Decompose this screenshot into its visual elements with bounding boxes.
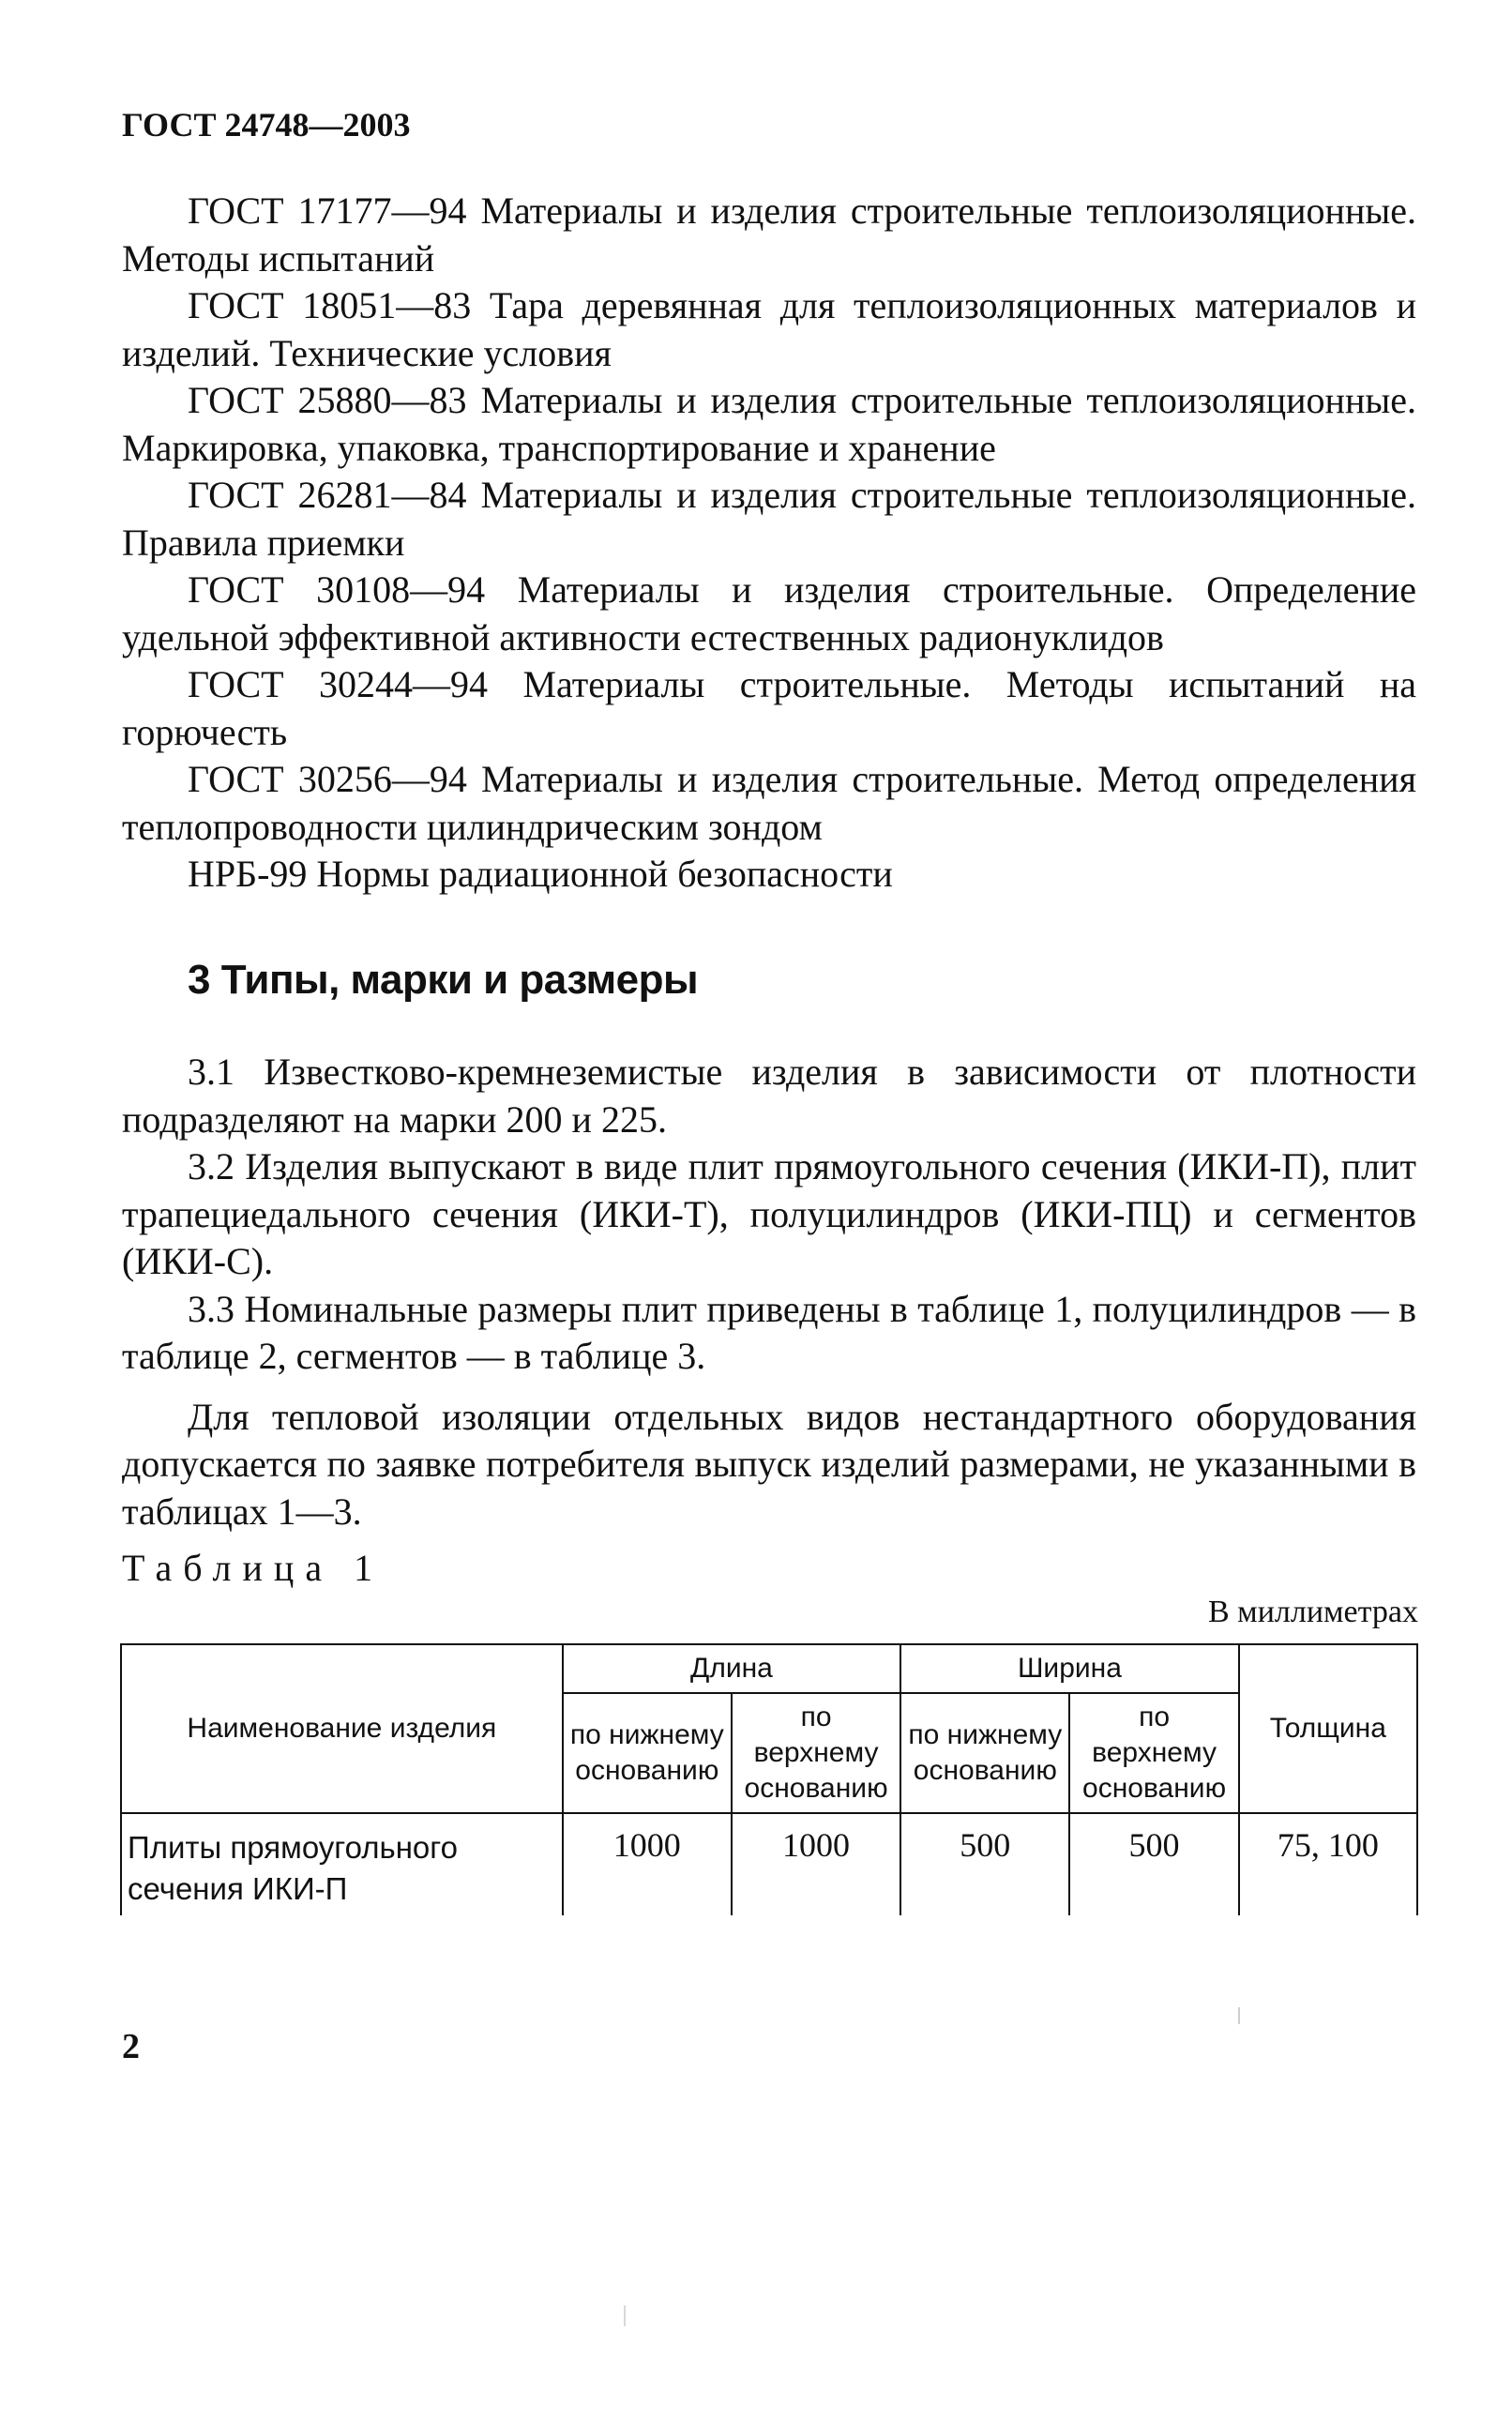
paragraph-3-3: 3.3 Номинальные размеры плит приведены в таблице 1, полуцилиндров — в таблице 2, сегментов — в таблице 3. [122, 1287, 1416, 1377]
header-thickness: Толщина [1239, 1644, 1417, 1813]
paragraph-3-1: 3.1 Известково-кремнеземистые изделия в зависимости от плотности подразделяют на марки 200 и 225. [122, 1051, 1416, 1141]
reference-item: ГОСТ 25880—83 Материалы и изделия строительные теплоизоляционные. Маркировка, упаковка, транспортирование и хранение [122, 379, 1416, 469]
table-container [120, 1643, 1418, 1915]
cell-product-name: Плиты прямоугольного сечения ИКИ-П [121, 1813, 563, 1915]
header-length-lower: по нижнему основанию [563, 1693, 732, 1813]
reference-item: ГОСТ 18051—83 Тара деревянная для теплоизоляционных материалов и изделий. Технические условия [122, 284, 1416, 374]
reference-item: ГОСТ 30108—94 Материалы и изделия строительные. Определение удельной эффективной активности естественных радионуклидов [122, 568, 1416, 658]
document-code-header: ГОСТ 24748—2003 [122, 106, 411, 144]
header-name: Наименование изделия [121, 1644, 563, 1813]
table-row [121, 1813, 1417, 1915]
reference-item: НРБ-99 Нормы радиационной безопасности [188, 853, 893, 895]
cell-width-upper: 500 [1069, 1813, 1238, 1915]
header-width: Ширина [900, 1644, 1239, 1693]
table-header-row [121, 1644, 1417, 1693]
scan-artifact-mark [1238, 2007, 1240, 2024]
header-width-upper: по верхнему основанию [1069, 1693, 1238, 1813]
header-length-upper: по верхнему основанию [732, 1693, 900, 1813]
reference-item: ГОСТ 26281—84 Материалы и изделия строительные теплоизоляционные. Правила приемки [122, 474, 1416, 564]
page-number: 2 [122, 2027, 140, 2066]
cell-length-upper: 1000 [732, 1813, 900, 1915]
header-length: Длина [563, 1644, 901, 1693]
cell-thickness: 75, 100 [1239, 1813, 1417, 1915]
paragraph-3-2: 3.2 Изделия выпускают в виде плит прямоугольного сечения (ИКИ-П), плит трапециедального сечения (ИКИ-Т), полуцилиндров (ИКИ-ПЦ) и сегментов (ИКИ-С). [122, 1145, 1416, 1282]
reference-item: ГОСТ 17177—94 Материалы и изделия строительные теплоизоляционные. Методы испытаний [122, 189, 1416, 280]
scan-artifact-mark [624, 2306, 626, 2326]
cell-length-lower: 1000 [563, 1813, 732, 1915]
table-caption: Таблица 1 [122, 1547, 385, 1589]
dimensions-table [120, 1643, 1418, 1915]
section-body [122, 1049, 1416, 1535]
cell-width-lower: 500 [900, 1813, 1069, 1915]
paragraph-nonstandard: Для тепловой изоляции отдельных видов нестандартного оборудования допускается по заявке потребителя выпуск изделий размерами, не указанными в таблицах 1—3. [122, 1395, 1416, 1533]
reference-item: ГОСТ 30256—94 Материалы и изделия строительные. Метод определения теплопроводности цилиндрическим зондом [122, 758, 1416, 848]
normative-references-list [122, 188, 1416, 899]
header-width-lower: по нижнему основанию [900, 1693, 1069, 1813]
table-units: В миллиметрах [1208, 1595, 1418, 1629]
section-heading: 3 Типы, марки и размеры [188, 957, 699, 1003]
reference-item: ГОСТ 30244—94 Материалы строительные. Методы испытаний на горючесть [122, 663, 1416, 753]
